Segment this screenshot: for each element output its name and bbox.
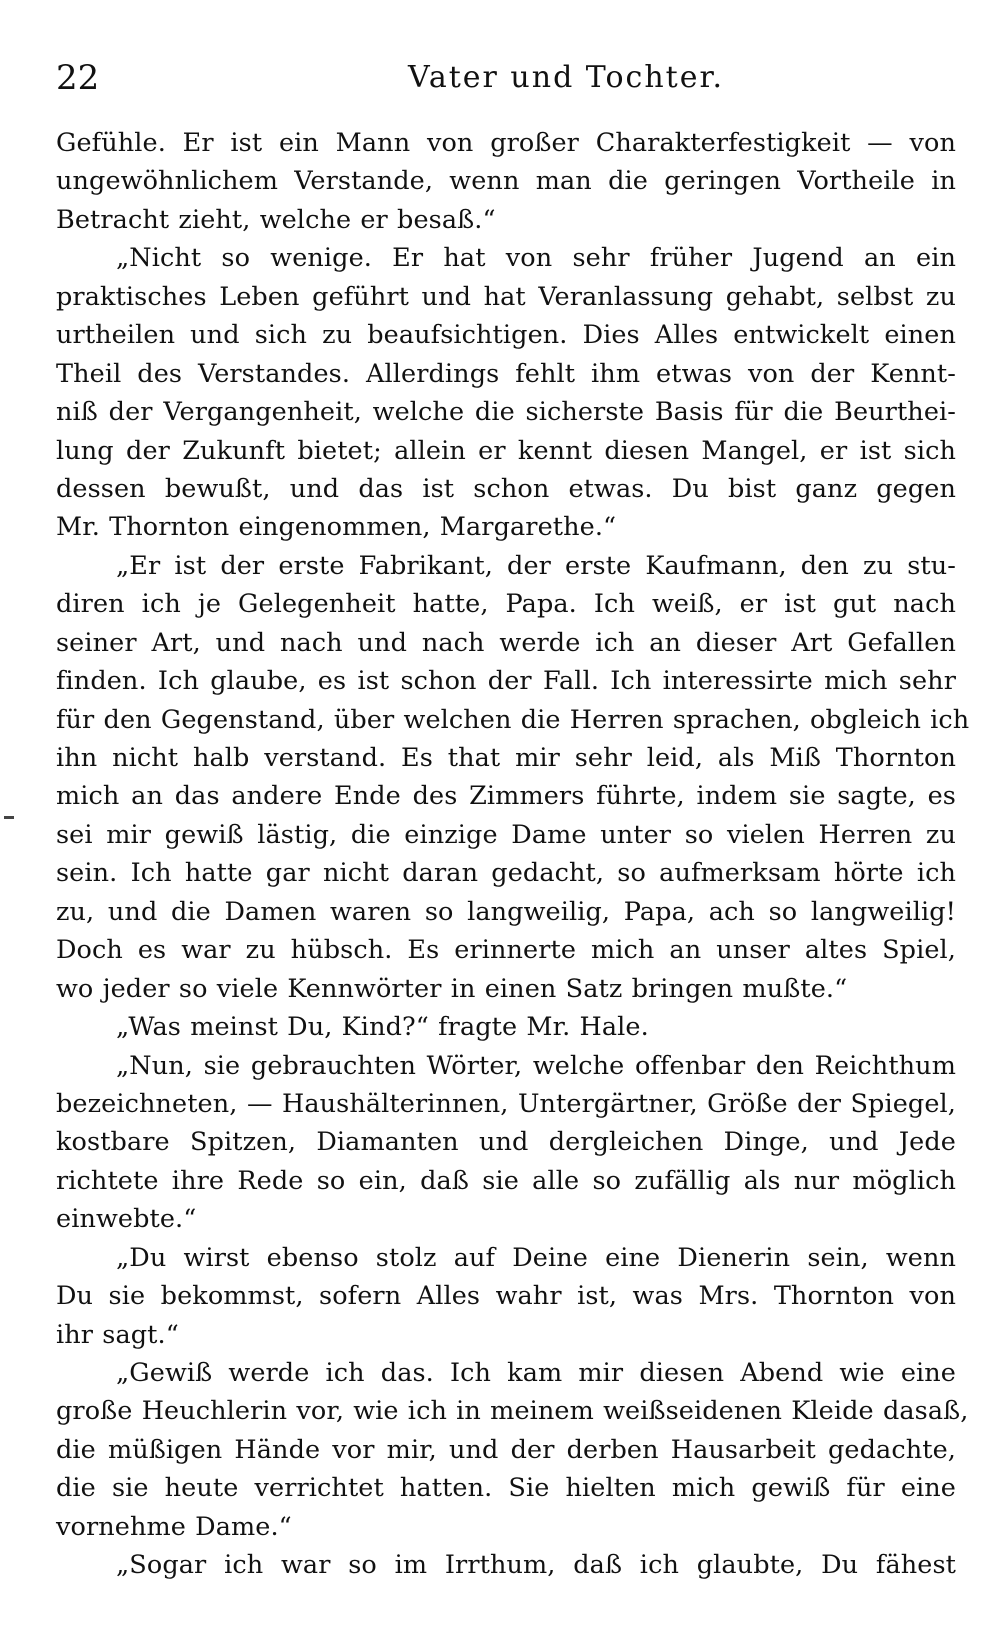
text-line: Du sie bekommst, sofern Alles wahr ist, was Mrs. Thornton von [56,1281,956,1312]
text-line: die müßigen Hände vor mir, und der derben Hausarbeit gedachte, [56,1434,956,1465]
text-line: sein. Ich hatte gar nicht daran gedacht, so aufmerksam hörte ich [56,858,956,889]
page-number: 22 [56,58,100,98]
running-title: Vater und Tochter. [407,60,725,95]
text-line: Gefühle. Er ist ein Mann von großer Charakterfestigkeit — von [56,128,956,158]
text-line: Mr. Thornton eingenommen, Margarethe.“ [56,512,617,543]
text-line: ungewöhnlichem Verstande, wenn man die geringen Vortheile in [56,166,956,197]
text-line: Betracht zieht, welche er besaß.“ [56,204,496,235]
text-line: „Sogar ich war so im Irrthum, daß ich glaubte, Du fähest [116,1550,956,1581]
text-line: dessen bewußt, und das ist schon etwas. Du bist ganz gegen [56,473,956,504]
text-line: „Nun, sie gebrauchten Wörter, welche offenbar den Reichthum [116,1050,956,1081]
text-line: die sie heute verrichtet hatten. Sie hielten mich gewiß für eine [56,1473,956,1504]
text-line: ihn nicht halb verstand. Es that mir sehr leid, als Miß Thornton [56,743,956,773]
text-line: vornehme Dame.“ [56,1511,292,1542]
text-line: niß der Vergangenheit, welche die sicherste Basis für die Beurthei- [56,397,956,428]
text-line: finden. Ich glaube, es ist schon der Fall. Ich interessirte mich sehr [56,666,956,697]
text-line: sei mir gewiß lästig, die einzige Dame unter so vielen Herren zu [56,819,956,850]
text-line: bezeichneten, — Haushälterinnen, Untergärtner, Größe der Spiegel, [56,1088,956,1119]
text-line: „Nicht so wenige. Er hat von sehr früher Jugend an ein [116,243,956,274]
body-text [56,124,970,1585]
text-line: mich an das andere Ende des Zimmers führte, indem sie sagte, es [56,781,956,812]
text-line: urtheilen und sich zu beaufsichtigen. Dies Alles entwickelt einen [56,320,956,351]
text-line: seiner Art, und nach und nach werde ich an dieser Art Gefallen [56,627,956,658]
text-line: „Gewiß werde ich das. Ich kam mir diesen Abend wie eine [116,1358,956,1388]
text-line: kostbare Spitzen, Diamanten und dergleichen Dinge, und Jede [56,1127,956,1158]
text-line: „Er ist der erste Fabrikant, der erste Kaufmann, den zu stu- [116,550,956,581]
text-line: „Du wirst ebenso stolz auf Deine eine Dienerin sein, wenn [116,1242,956,1273]
page-header [56,56,956,100]
text-line: Theil des Verstandes. Allerdings fehlt ihm etwas von der Kennt- [56,358,956,389]
text-line: zu, und die Damen waren so langweilig, Papa, ach so langweilig! [56,896,956,927]
margin-mark [4,816,14,819]
text-line: einwebte.“ [56,1204,197,1235]
text-line: „Was meinst Du, Kind?“ fragte Mr. Hale. [116,1012,649,1043]
text-line: große Heuchlerin vor, wie ich in meinem weißseidenen Kleide dasaß, [56,1396,969,1427]
text-line: diren ich je Gelegenheit hatte, Papa. Ich weiß, er ist gut nach [56,589,956,620]
text-line: lung der Zukunft bietet; allein er kennt diesen Mangel, er ist sich [56,435,956,466]
text-line: Doch es war zu hübsch. Es erinnerte mich an unser altes Spiel, [56,935,956,966]
text-line: praktisches Leben geführt und hat Veranlassung gehabt, selbst zu [56,281,956,312]
text-line: ihr sagt.“ [56,1319,179,1350]
text-line: richtete ihre Rede so ein, daß sie alle so zufällig als nur möglich [56,1165,956,1196]
text-line: für den Gegenstand, über welchen die Herren sprachen, obgleich ich [56,704,970,735]
text-line: wo jeder so viele Kennwörter in einen Satz bringen mußte.“ [56,973,848,1004]
